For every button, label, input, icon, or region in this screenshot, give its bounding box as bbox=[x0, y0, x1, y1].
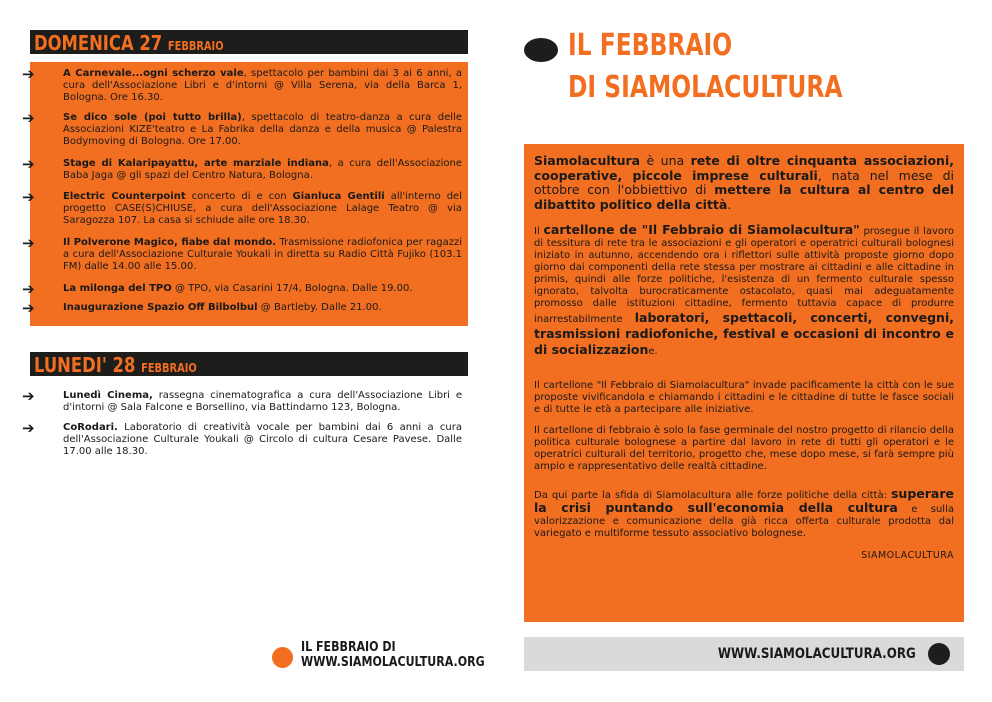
event-artist: Gianluca Gentili bbox=[292, 191, 385, 202]
event-title: Stage di Kalaripayattu, arte marziale indiana bbox=[63, 158, 329, 169]
event-text: Trasmissione radiofonica per ragazzi a cura dell'Associazione Culturale Youkali in diretta su Radio Città Fujiko (103.1 FM) dalle 14.00 alle 15.00. bbox=[63, 237, 462, 272]
day-header-domenica bbox=[30, 30, 468, 54]
footer-line1: IL FEBBRAIO DI bbox=[301, 640, 396, 655]
paragraph-sfida: Da qui parte la sfida di Siamolacultura alle forze politiche della città: superare la crisi puntando sull'economia della cultura e sulla valorizzazione e comunicazione della già ricca offerta culturale prodotta dal variegato e multiforme tessuto associativo bolognese. bbox=[534, 486, 954, 539]
footer-left bbox=[272, 640, 485, 674]
event-title: La milonga del TPO bbox=[63, 283, 172, 294]
event-text: , a cura dell'Associazione Baba Jaga @ gli spazi del Centro Natura, Bologna. bbox=[63, 158, 462, 181]
event-text: rassegna cinematografica a cura dell'Associazione Libri e d'intorni @ Sala Falcone e Borsellino, via Battindarno 123, Bologna. bbox=[63, 390, 462, 413]
event-text: all'interno del progetto CASE(S)CHIUSE, a cura dell'Associazione Lalage Teatro @ via Saragozza 107. La casa si schiude alle ore 18.30. bbox=[63, 191, 462, 226]
page-title-line1: IL FEBBRAIO bbox=[568, 28, 733, 63]
paragraph-invade: Il cartellone "Il Febbraio di Siamolacultura" invade pacificamente la città con le sue proposte vivificandola e chiamando i cittadini e le cittadine di tutte le fasce sociali e di tutte le età a partecipare alle iniziative. bbox=[534, 380, 954, 415]
event-title: Inaugurazione Spazio Off Bilbolbul bbox=[63, 302, 258, 313]
paragraph-intro: Siamolacultura è una rete di oltre cinquanta associazioni, cooperative, piccole imprese culturali, nata nel mese di ottobre con l'obbiettivo di mettere la cultura al centro del dibattito politico della città. bbox=[534, 153, 954, 212]
paragraph-germinale: Il cartellone di febbraio è solo la fase germinale del nostro progetto di rilancio della politica culturale bolognese a partire dal lavoro in rete di tutti gli operatori e le operatrici culturali del territorio, progetto che, mese dopo mese, si farà sempre più ampio e rappresentativo delle realtà cittadine. bbox=[534, 425, 954, 472]
arrow-right-icon: ➔ bbox=[22, 188, 35, 206]
event-text: concerto di e con bbox=[185, 191, 293, 202]
arrow-right-icon: ➔ bbox=[22, 419, 35, 437]
event-title: CoRodari. bbox=[63, 422, 118, 433]
arrow-right-icon: ➔ bbox=[22, 280, 35, 298]
month-label: FEBBRAIO bbox=[141, 361, 197, 375]
arrow-right-icon: ➔ bbox=[22, 299, 35, 317]
arrow-right-icon: ➔ bbox=[22, 387, 35, 405]
event-title: A Carnevale...ogni scherzo vale bbox=[63, 68, 244, 79]
event-text: , spettacolo di teatro-danza a cura delle Associazioni KIZE'teatro e La Fabrika della danza e della musica @ Palestra Bodymoving di Bologna. Ore 17.00. bbox=[63, 112, 462, 147]
day-label: LUNEDI' 28 bbox=[34, 353, 136, 377]
month-label: FEBBRAIO bbox=[167, 39, 224, 53]
events-box-domenica bbox=[22, 62, 468, 326]
day-header-lunedi bbox=[30, 352, 468, 376]
page-title-line2: DI SIAMOLACULTURA bbox=[568, 70, 843, 105]
day-label: DOMENICA 27 bbox=[34, 31, 163, 55]
paragraph-cartellone: Il cartellone de "Il Febbraio di Siamolacultura" prosegue il lavoro di tessitura di rete tra le associazioni e gli operatori e operatrici culturali bolognesi iniziato in autunno, accendendo ora i riflettori sulle attività proposte giorno dopo giorno dai componenti della rete stessa per mostrare ai cittadini e alle cittadine in primis, quindi alle forze politiche, l'esistenza di un fermento culturale spesso ignorato, talvolta burocraticamente ostacolato, quasi mai adeguatamente promosso dalle istituzioni cittadine, fermento tuttavia capace di produrre inarrestabilmente laboratori, spettacoli, concerti, convegni, trasmissioni radiofoniche, festival e occasioni di incontro e di socializzazione. bbox=[534, 222, 955, 357]
website-url: WWW.SIAMOLACULTURA.ORG bbox=[718, 646, 916, 662]
event-text: , spettacolo per bambini dai 3 ai 6 anni, a cura dell'Associazione Libri e d'intorni @ Villa Serena, via della Barca 1, Bologna. Ore 16.30. bbox=[63, 68, 462, 103]
orange-dot-icon bbox=[272, 647, 293, 668]
url-bar bbox=[524, 637, 964, 671]
signature: SIAMOLACULTURA bbox=[861, 550, 954, 561]
manifesto-box bbox=[524, 144, 964, 622]
arrow-right-icon: ➔ bbox=[22, 155, 35, 173]
event-title: Se dico sole (poi tutto brilla) bbox=[63, 112, 242, 123]
black-dot-icon bbox=[928, 643, 950, 665]
arrow-right-icon: ➔ bbox=[22, 109, 35, 127]
arrow-right-icon: ➔ bbox=[22, 234, 35, 252]
arrow-right-icon: ➔ bbox=[22, 65, 35, 83]
event-text: @ Bartleby. Dalle 21.00. bbox=[257, 302, 382, 313]
event-title: Lunedì Cinema, bbox=[63, 390, 153, 401]
footer-url: WWW.SIAMOLACULTURA.ORG bbox=[301, 655, 485, 670]
event-text: @ TPO, via Casarini 17/4, Bologna. Dalle 19.00. bbox=[171, 283, 413, 294]
event-title: Electric Counterpoint bbox=[63, 191, 186, 202]
black-dot-icon bbox=[524, 38, 558, 62]
event-text: Laboratorio di creatività vocale per bambini dai 6 anni a cura dell'Associazione Culturale Youkali @ Circolo di cultura Cesare Pavese. Dalle 17.00 alle 18.30. bbox=[63, 422, 462, 457]
event-title: Il Polverone Magico, fiabe dal mondo. bbox=[63, 237, 277, 248]
